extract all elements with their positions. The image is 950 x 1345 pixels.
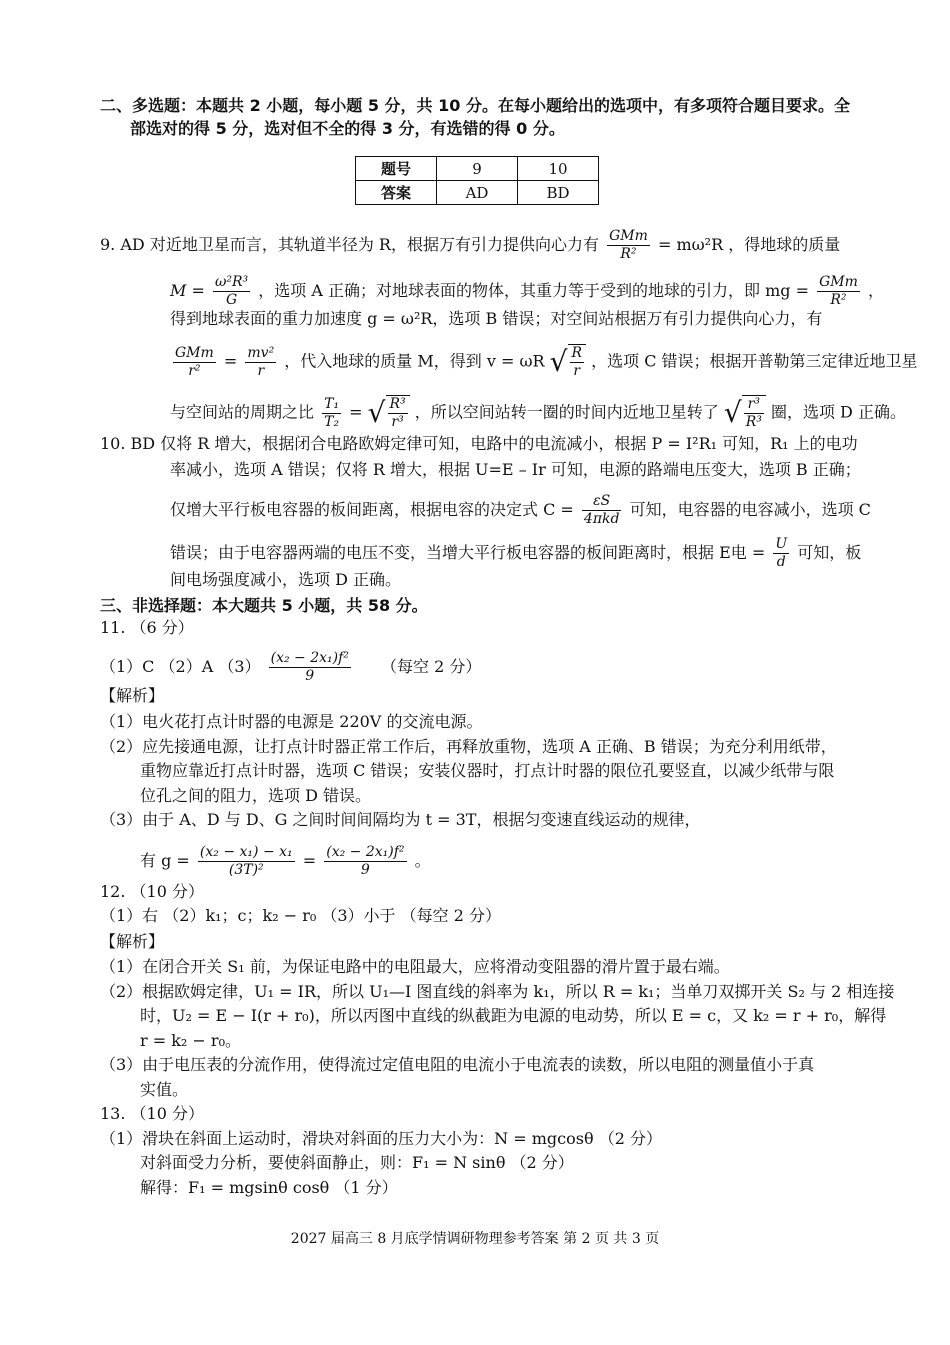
- fraction: $\frac{\text{(x₂ − 2x₁)f²}}{9}$: [326, 844, 405, 878]
- q9-text: =: [223, 351, 238, 371]
- q11-jiexi: 【解析】: [100, 686, 165, 705]
- table-cell: 题号: [356, 157, 437, 181]
- fraction: $\frac{U}{d}$: [775, 536, 788, 570]
- q10-line2: 率减小，选项 A 错误；仅将 R 增大，根据 U=E – Ir 可知，电源的路端电压变大，选项 B 正确；: [170, 460, 861, 479]
- table-cell: AD: [437, 181, 518, 205]
- q11-p2-line1: （2）应先接通电源，让打点计时器正常工作后，再释放重物，选项 A 正确、B 错误；为充分利用纸带，: [100, 737, 837, 756]
- q12-p3-line2: 实值。: [140, 1080, 189, 1099]
- q12-title: 12. （10 分）: [100, 882, 204, 901]
- q13-p1-line1: （1）滑块在斜面上运动时，滑块对斜面的压力大小为：N = mgcosθ （2 分）: [100, 1129, 662, 1148]
- square-root: √ $\frac{R}{r}$: [550, 344, 586, 380]
- square-root: √ $\frac{\text{R³}}{\text{r³}}$: [368, 395, 410, 431]
- answer-table: [355, 156, 599, 205]
- table-row: [356, 157, 599, 181]
- fraction: $\frac{\text{T₁}}{\text{T₂}}$: [324, 395, 340, 430]
- q11-answers: [100, 650, 481, 685]
- table-cell: 10: [518, 157, 599, 181]
- page-footer: 2027 届高三 8 月底学情调研物理参考答案 第 2 页 共 3 页: [290, 1231, 660, 1247]
- fraction: $\frac{\text{mv²}}{r}$: [247, 344, 275, 379]
- fraction: $\frac{\text{GMm}}{\text{R²}}$: [609, 228, 648, 262]
- fraction: $\frac{\varepsilon S}{\text{4πkd}}$: [583, 493, 620, 527]
- q12-p1: （1）在闭合开关 S₁ 前，为保证电路中的电阻最大，应将滑动变阻器的滑片置于最右端。: [100, 957, 730, 976]
- q11-text: 。: [414, 851, 431, 870]
- q12-p2-line3: r = k₂ − r₀。: [140, 1031, 241, 1050]
- table-row: [356, 181, 599, 205]
- q13-title: 13. （10 分）: [100, 1104, 204, 1123]
- fraction: $\frac{\text{ω²R³}}{G}$: [214, 274, 249, 308]
- q9-text: M =: [170, 281, 205, 300]
- q9-text: ，: [867, 281, 884, 300]
- q9-text: ，所以空间站转一圈的时间内近地卫星转了: [414, 402, 719, 422]
- q10-text: 仅增大平行板电容器的板间距离，根据电容的决定式 C =: [170, 500, 574, 519]
- q9-text: =: [349, 402, 363, 422]
- q10-line4: [170, 536, 861, 571]
- fraction: $\frac{\text{(x₂ − 2x₁)f²}}{9}$: [270, 650, 349, 684]
- fraction: $\frac{\text{(x₂ − x₁) − x₁}}{\text{(3T)²}}$: [199, 844, 293, 878]
- q10-line1: 10. BD 仅将 R 增大，根据闭合电路欧姆定律可知，电路中的电流减小，根据 P = I²R₁ 可知，R₁ 上的电功: [100, 434, 858, 453]
- q10-line5: 间电场强度减小，选项 D 正确。: [170, 570, 402, 589]
- q11-title: 11. （6 分）: [100, 618, 194, 637]
- q9-text: ，代入地球的质量 M，得到 v = ωR: [284, 351, 545, 371]
- q12-p2-line1: （2）根据欧姆定律，U₁ = IR，所以 U₁—I 图直线的斜率为 k₁，所以 R = k₁；当单刀双掷开关 S₂ 与 2 相连接: [100, 982, 895, 1001]
- q10-text: 可知，板: [797, 543, 862, 562]
- q10-line3: [170, 493, 871, 528]
- q11-p2-line3: 位孔之间的阻力，选项 D 错误。: [140, 786, 372, 805]
- q11-text: =: [302, 851, 317, 870]
- fraction: $\frac{\text{GMm}}{\text{R²}}$: [819, 274, 858, 308]
- q13-p1-line3: 解得：F₁ = mgsinθ cosθ （1 分）: [140, 1178, 398, 1197]
- q9-line4: [170, 344, 918, 380]
- square-root: √ $\frac{\text{r³}}{\text{R³}}$: [724, 395, 766, 431]
- q11-text: （1）C （2）A （3）: [100, 657, 261, 676]
- q9-text: 圈，选项 D 正确。: [770, 402, 906, 422]
- q10-text: 错误；由于电容器两端的电压不变，当增大平行板电容器的板间距离时，根据 E电 =: [170, 543, 766, 562]
- q11-p2-line2: 重物应靠近打点计时器，选项 C 错误；安装仪器时，打点计时器的限位孔要竖直，以减少纸带与限: [140, 761, 835, 780]
- q9-text: 与空间站的周期之比: [170, 402, 315, 422]
- q11-p3-line2: [140, 844, 431, 879]
- q13-p1-line2: 对斜面受力分析，要使斜面静止，则：F₁ = N sinθ （2 分）: [140, 1153, 574, 1172]
- q9-line1: [100, 228, 840, 263]
- q9-line3: 得到地球表面的重力加速度 g = ω²R，选项 B 错误；对空间站根据万有引力提供向心力，有: [170, 309, 823, 328]
- q11-text: （每空 2 分）: [380, 657, 482, 676]
- table-cell: 答案: [356, 181, 437, 205]
- q9-text: = mω²R ，得地球的质量: [657, 235, 841, 254]
- q10-text: 可知，电容器的电容减小，选项 C: [629, 500, 871, 519]
- table-cell: BD: [518, 181, 599, 205]
- section2-heading-line2: 部选对的得 5 分，选对但不全的得 3 分，有选错的得 0 分。: [130, 119, 565, 138]
- section3-heading: 三、非选择题：本大题共 5 小题，共 58 分。: [100, 596, 428, 615]
- q12-p3-line1: （3）由于电压表的分流作用，使得流过定值电阻的电流小于电流表的读数，所以电阻的测量值小于真: [100, 1055, 815, 1074]
- section2-heading-line1: 二、多选题：本题共 2 小题，每小题 5 分，共 10 分。在每小题给出的选项中，有多项符合题目要求。全: [100, 96, 850, 115]
- fraction: $\frac{\text{GMm}}{\text{r²}}$: [175, 344, 214, 379]
- q11-text: 有 g =: [140, 851, 190, 870]
- q12-jiexi: 【解析】: [100, 932, 165, 951]
- q9-text: ，选项 A 正确；对地球表面的物体，其重力等于受到的地球的引力，即 mg =: [258, 281, 809, 300]
- q11-p3-line1: （3）由于 A、D 与 D、G 之间时间间隔均为 t = 3T，根据匀变速直线运动的规律，: [100, 810, 701, 829]
- q9-text: ，选项 C 错误；根据开普勒第三定律近地卫星: [591, 351, 918, 371]
- q12-answers: （1）右 （2）k₁；c；k₂ − r₀ （3）小于 （每空 2 分）: [100, 906, 501, 925]
- q9-text: 9. AD 对近地卫星而言，其轨道半径为 R，根据万有引力提供向心力有: [100, 235, 599, 254]
- q11-p1: （1）电火花打点计时器的电源是 220V 的交流电源。: [100, 712, 483, 731]
- q9-line2: [170, 274, 884, 309]
- table-cell: 9: [437, 157, 518, 181]
- q9-line5: [170, 395, 906, 431]
- q12-p2-line2: 时，U₂ = E − I(r + r₀)，所以丙图中直线的纵截距为电源的电动势，所以 E = c，又 k₂ = r + r₀，解得: [140, 1006, 887, 1025]
